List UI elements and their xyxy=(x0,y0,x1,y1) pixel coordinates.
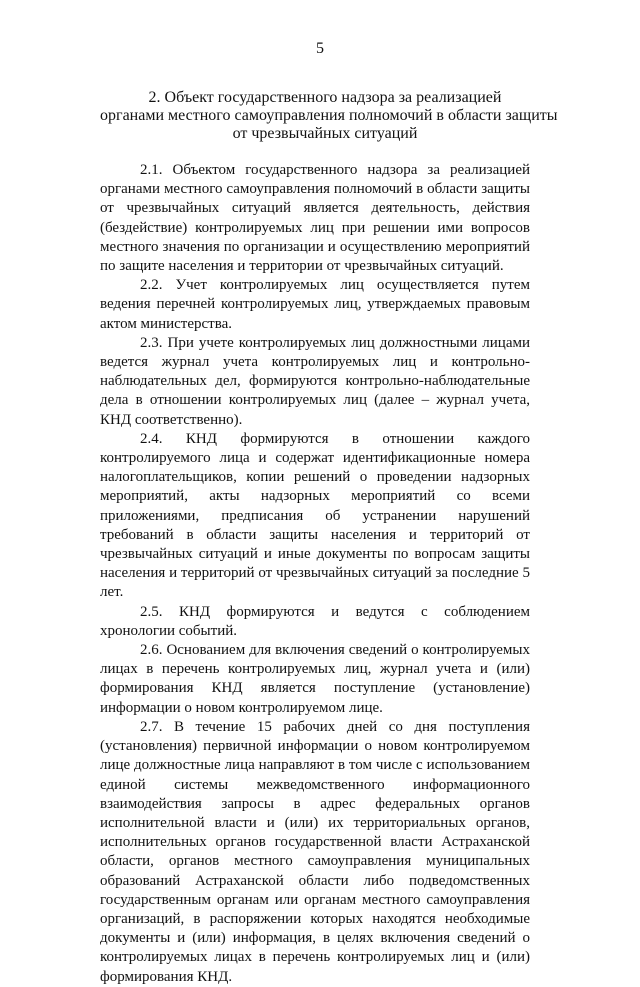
section-heading xyxy=(100,89,558,143)
paragraph-2-5: 2.5. КНД формируются и ведутся с соблюдением хронологии событий. xyxy=(100,603,530,639)
paragraph-2-7: 2.7. В течение 15 рабочих дней со дня поступления (установления) первичной информации о новом контролируемом лице должностные лица направляют в том числе с использованием единой системы межведомственного информационного взаимодействия запросы в адрес федеральных органов исполнительной власти и (или) их территориальных органов, исполнительных органов государственной власти Астраханской области, органов местного самоуправления муниципальных образований Астраханской области либо подведомственных государственным органам или органам местного самоуправления организаций, в распоряжении которых находятся необходимые документы и (или) информация, в целях включения сведений о контролируемых лицах в перечень контролируемых лиц и (или) формирования КНД. xyxy=(100,718,530,985)
section-heading-line-1: 2. Объект государственного надзора за реализацией xyxy=(148,89,502,106)
section-heading-line-2: органами местного самоуправления полномочий в области защиты xyxy=(100,107,558,124)
paragraph-2-4: 2.4. КНД формируются в отношении каждого контролируемого лица и содержат идентификационные номера налогоплательщиков, копии решений о проведении надзорных мероприятий, акты надзорных мероприятий со всеми приложениями, предписания об устранении нарушений требований в области защиты населения и территорий от чрезвычайных ситуаций и иные документы по вопросам защиты населения и территорий от чрезвычайных ситуаций за последние 5 лет. xyxy=(100,430,530,601)
paragraph-2-2: 2.2. Учет контролируемых лиц осуществляется путем ведения перечней контролируемых лиц, утверждаемых правовым актом министерства. xyxy=(100,277,530,332)
paragraph-2-6: 2.6. Основанием для включения сведений о контролируемых лицах в перечень контролируемых лиц, журнал учета и (или) формирования КНД является поступление (установление) информации о новом контролируемом лице. xyxy=(100,642,530,716)
document-body xyxy=(100,161,530,987)
paragraph-2-3: 2.3. При учете контролируемых лиц должностными лицами ведется журнал учета контролируемых лиц и контрольно-наблюдательных дел, формируются контрольно-наблюдательные дела в отношении контролируемых лиц (далее – журнал учета, КНД соответственно). xyxy=(100,334,530,428)
page-number: 5 xyxy=(316,40,324,57)
section-heading-line-3: от чрезвычайных ситуаций xyxy=(232,125,418,142)
paragraph-2-1: 2.1. Объектом государственного надзора за реализацией органами местного самоуправления полномочий в области защиты от чрезвычайных ситуаций является деятельность, действия (бездействие) контролируемых лиц при решении ими вопросов местного значения по организации и осуществлению мероприятий по защите населения и территории от чрезвычайных ситуаций. xyxy=(100,162,530,275)
